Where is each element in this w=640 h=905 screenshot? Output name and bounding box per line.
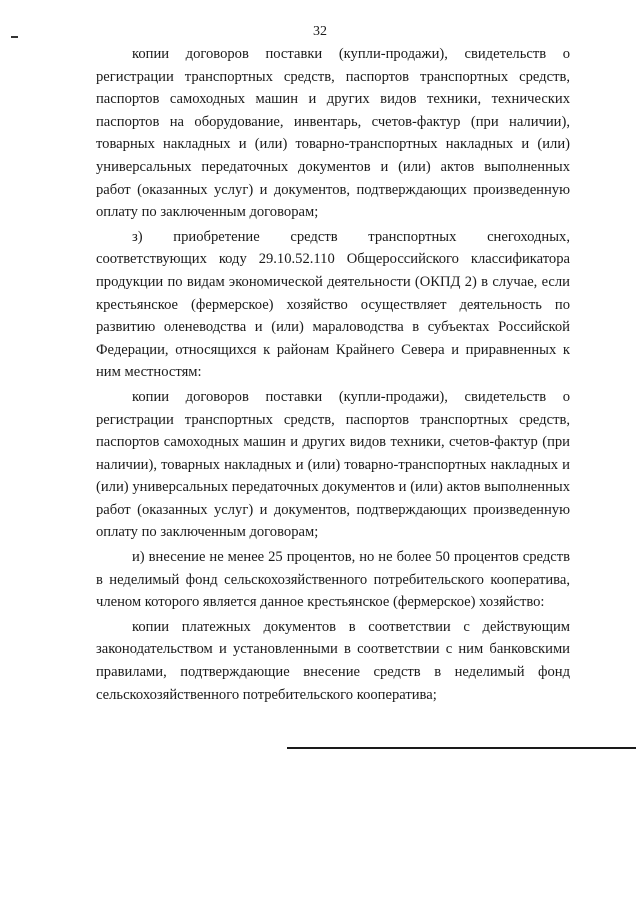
page-number: 32 [313,24,327,39]
paragraph-documents-list-2: копии договоров поставки (купли-продажи), свидетельств о регистрации транспортных средств, паспортов транспортных средств, паспортов самоходных машин и других видов техники, счетов-фактур (при наличии), товарных накладных и (или) товарно-транспортных накладных и (или) универсальных передаточных документов и (или) актов выполненных работ (оказанных услуг) и документов, подтверждающих произведенную оплату по заключенным договорам; [96,388,570,541]
paragraph-documents-list-1: копии договоров поставки (купли-продажи), свидетельств о регистрации транспортных средств, паспортов транспортных средств, паспортов самоходных машин и других видов техники, технических паспортов на оборудование, инвентарь, счетов-фактур (при наличии), товарных накладных и (или) товарно-транспортных накладных и (или) универсальных передаточных документов и (или) актов выполненных работ (оказанных услуг) и документов, подтверждающих произведенную оплату по заключенным договорам; [96,46,570,221]
paragraph-item-z: з) приобретение средств транспортных снегоходных, соответствующих коду 29.10.52.110 Общероссийского классификатора продукции по видам экономической деятельности (ОКПД 2) в случае, если крестьянское (фермерское) хозяйство осуществляет деятельность по развитию оленеводства и (или) мараловодства в субъектах Российской Федерации, относящихся к районам Крайнего Севера и приравненных к ним местностям: [96,228,570,381]
footer-rule [287,747,636,749]
document-body [96,43,570,708]
paragraph-item-i: и) внесение не менее 25 процентов, но не более 50 процентов средств в неделимый фонд сельскохозяйственного потребительского кооператива, членом которого является данное крестьянское (фермерское) хозяйство: [96,549,570,611]
paragraph-payment-documents: копии платежных документов в соответствии с действующим законодательством и установленными в соответствии с ним банковскими правилами, подтверждающие внесение средств в неделимый фонд сельскохозяйственного потребительского кооператива; [96,618,570,703]
